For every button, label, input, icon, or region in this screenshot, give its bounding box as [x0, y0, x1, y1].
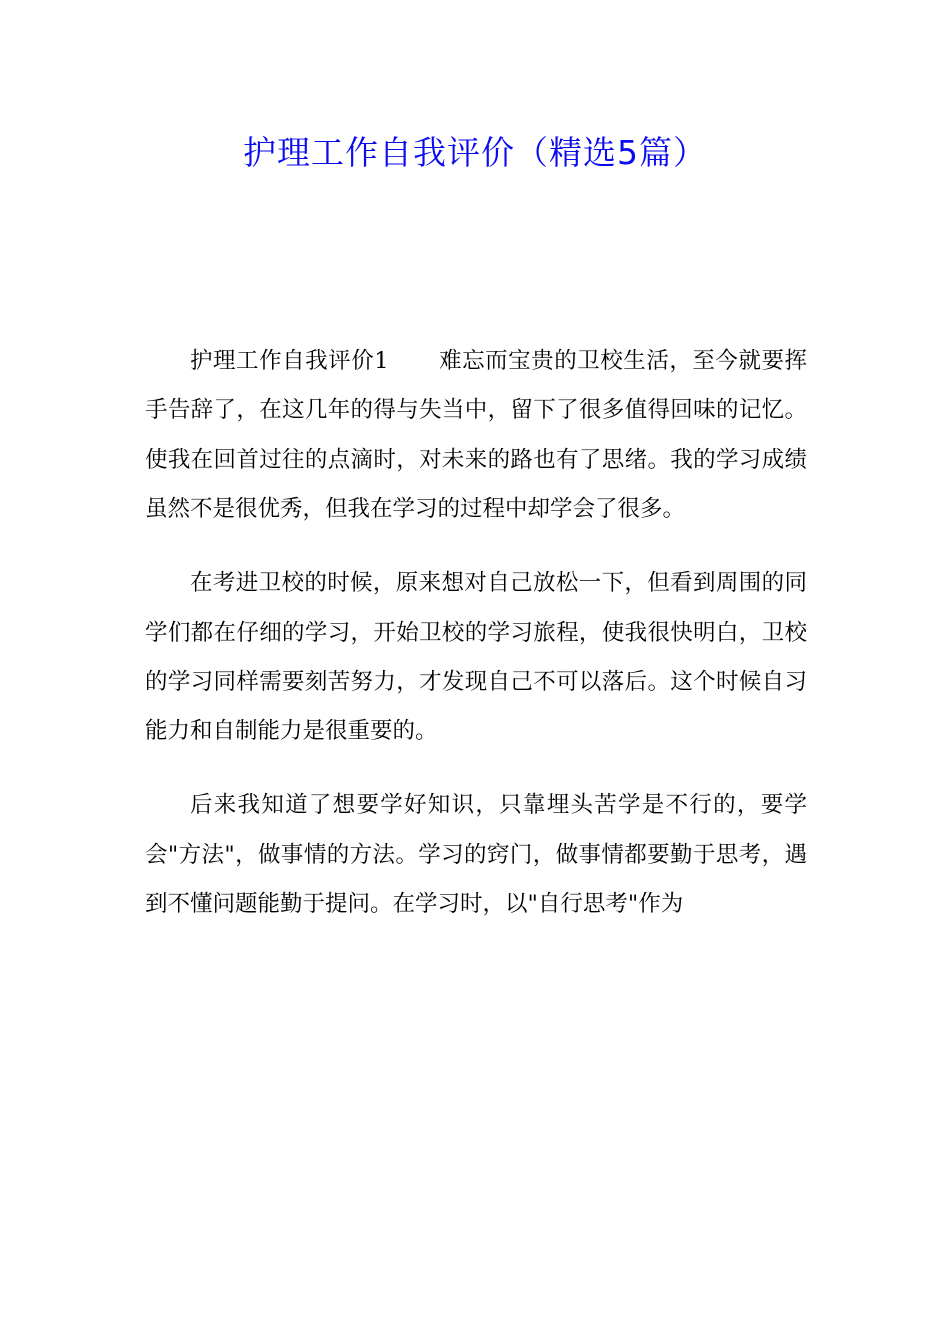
- paragraph-3: 后来我知道了想要学好知识，只靠埋头苦学是不行的，要学会"方法"，做事情的方法。学习的窍门，做事情都要勤于思考，遇到不懂问题能勤于提问。在学习时，以"自行思考"作为: [145, 792, 807, 918]
- paragraph-1: [145, 337, 807, 535]
- paragraph-text: 难忘而宝贵的卫校生活，至今就要挥手告辞了，在这几年的得与失当中，留下了很多值得回味的记忆。使我在回首过往的点滴时，对未来的路也有了思绪。我的学习成绩虽然不是很优秀，但我在学习的过程中却学会了很多。: [145, 348, 807, 523]
- document-title: 护理工作自我评价（精选5篇）: [243, 133, 707, 172]
- section-heading: 护理工作自我评价1: [190, 348, 389, 374]
- paragraph-2: 在考进卫校的时候，原来想对自己放松一下，但看到周围的同学们都在仔细的学习，开始卫校的学习旅程，使我很快明白，卫校的学习同样需要刻苦努力，才发现自己不可以落后。这个时候自习能力和自制能力是很重要的。: [145, 570, 807, 745]
- document-body: [145, 337, 807, 930]
